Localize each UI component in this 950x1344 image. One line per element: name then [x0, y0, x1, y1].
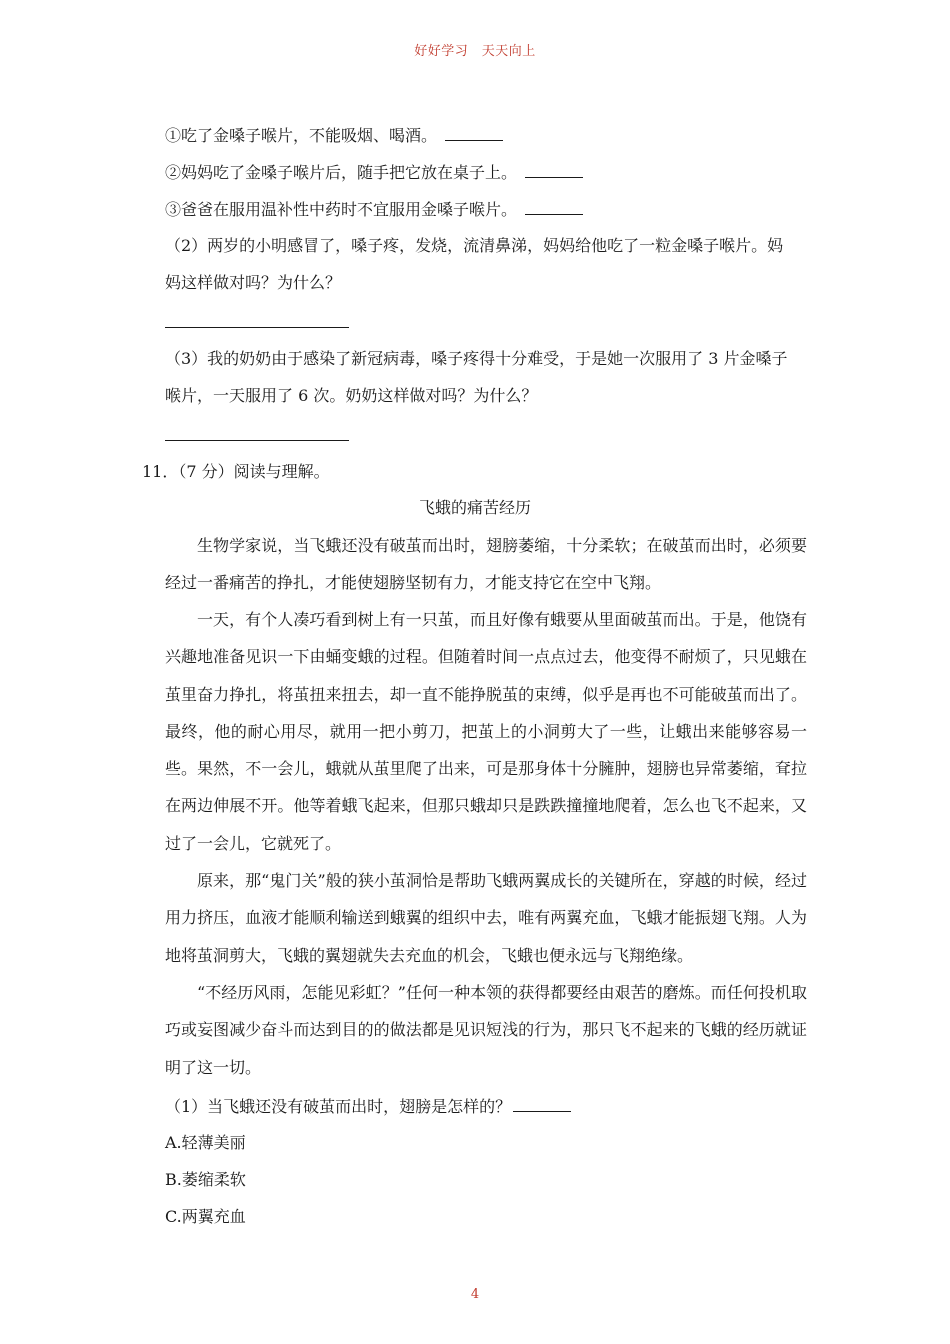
q10-sub2-line2: 妈这样做对吗？为什么？	[165, 273, 342, 292]
q10-sub2-line1: （2）两岁的小明感冒了，嗓子疼，发烧，流清鼻涕，妈妈给他吃了一粒金嗓子喉片。妈	[165, 236, 784, 255]
passage-paragraph-2: 一天，有个人凑巧看到树上有一只茧，而且好像有蛾要从里面破茧而出。于是，他饶有兴趣地准备见识一下由蛹变蛾的过程。但随着时间一点点过去，他变得不耐烦了，只见蛾在茧里奋力挣扎，将茧扭来扭去，却一直不能挣脱茧的束缚，似乎是再也不可能破茧而出了。最终，他的耐心用尽，就用一把小剪刀，把茧上的小洞剪大了一些，让蛾出来能够容易一些。果然，不一会儿，蛾就从茧里爬了出来，可是那身体十分臃肿，翅膀也异常萎缩，耷拉在两边伸展不开。他等着蛾飞起来，但那只蛾却只是跌跌撞撞地爬着，怎么也飞不起来，又过了一会儿，它就死了。	[165, 610, 807, 853]
passage-paragraph-3: 原来，那“鬼门关”般的狭小茧洞恰是帮助飞蛾两翼成长的关键所在，穿越的时候，经过用力挤压，血液才能顺利输送到蛾翼的组织中去，唯有两翼充血，飞蛾才能振翅飞翔。人为地将茧洞剪大，飞蛾的翼翅就失去充血的机会，飞蛾也便永远与飞翔绝缘。	[165, 871, 807, 965]
q10-item-1-text: ①吃了金嗓子喉片，不能吸烟、喝酒。	[165, 126, 438, 145]
q10-item-2	[165, 161, 583, 184]
q10-item-3-text: ③爸爸在服用温补性中药时不宜服用金嗓子喉片。	[165, 200, 518, 219]
q11-sub1-option-c[interactable]: C.两翼充血	[165, 1207, 246, 1226]
q10-sub3-line2: 喉片，一天服用了 6 次。奶奶这样做对吗？为什么？	[165, 386, 538, 405]
q10-sub3-line1: （3）我的奶奶由于感染了新冠病毒，嗓子疼得十分难受，于是她一次服用了 3 片金嗓子	[165, 349, 788, 368]
page-number: 4	[470, 1287, 480, 1302]
q11-sub1-blank[interactable]	[513, 1095, 571, 1112]
q10-sub3-answer-line[interactable]	[165, 440, 349, 441]
q11-heading: 11．（7 分）阅读与理解。	[142, 462, 330, 481]
q10-item-1	[165, 124, 503, 147]
page-header: 好好学习 天天向上	[414, 44, 536, 59]
passage-title: 飞蛾的痛苦经历	[418, 498, 531, 517]
q11-sub1-option-b[interactable]: B.萎缩柔软	[165, 1170, 246, 1189]
q10-item-2-text: ②妈妈吃了金嗓子喉片后，随手把它放在桌子上。	[165, 163, 518, 182]
q11-sub1-option-a[interactable]: A.轻薄美丽	[165, 1133, 246, 1152]
passage-paragraph-1: 生物学家说，当飞蛾还没有破茧而出时，翅膀萎缩，十分柔软；在破茧而出时，必须要经过一番痛苦的挣扎，才能使翅膀坚韧有力，才能支持它在空中飞翔。	[165, 536, 807, 593]
q10-item-2-blank[interactable]	[525, 161, 583, 178]
q10-item-3-blank[interactable]	[525, 198, 583, 215]
q11-sub1	[165, 1095, 571, 1118]
q10-item-3	[165, 198, 583, 221]
q11-sub1-question: （1）当飞蛾还没有破茧而出时，翅膀是怎样的？	[165, 1097, 512, 1116]
q10-sub2-answer-line[interactable]	[165, 327, 349, 328]
q10-item-1-blank[interactable]	[445, 124, 503, 141]
passage-paragraph-4: “不经历风雨，怎能见彩虹？”任何一种本领的获得都要经由艰苦的磨炼。而任何投机取巧或妄图减少奋斗而达到目的的做法都是见识短浅的行为，那只飞不起来的飞蛾的经历就证明了这一切。	[165, 983, 807, 1077]
